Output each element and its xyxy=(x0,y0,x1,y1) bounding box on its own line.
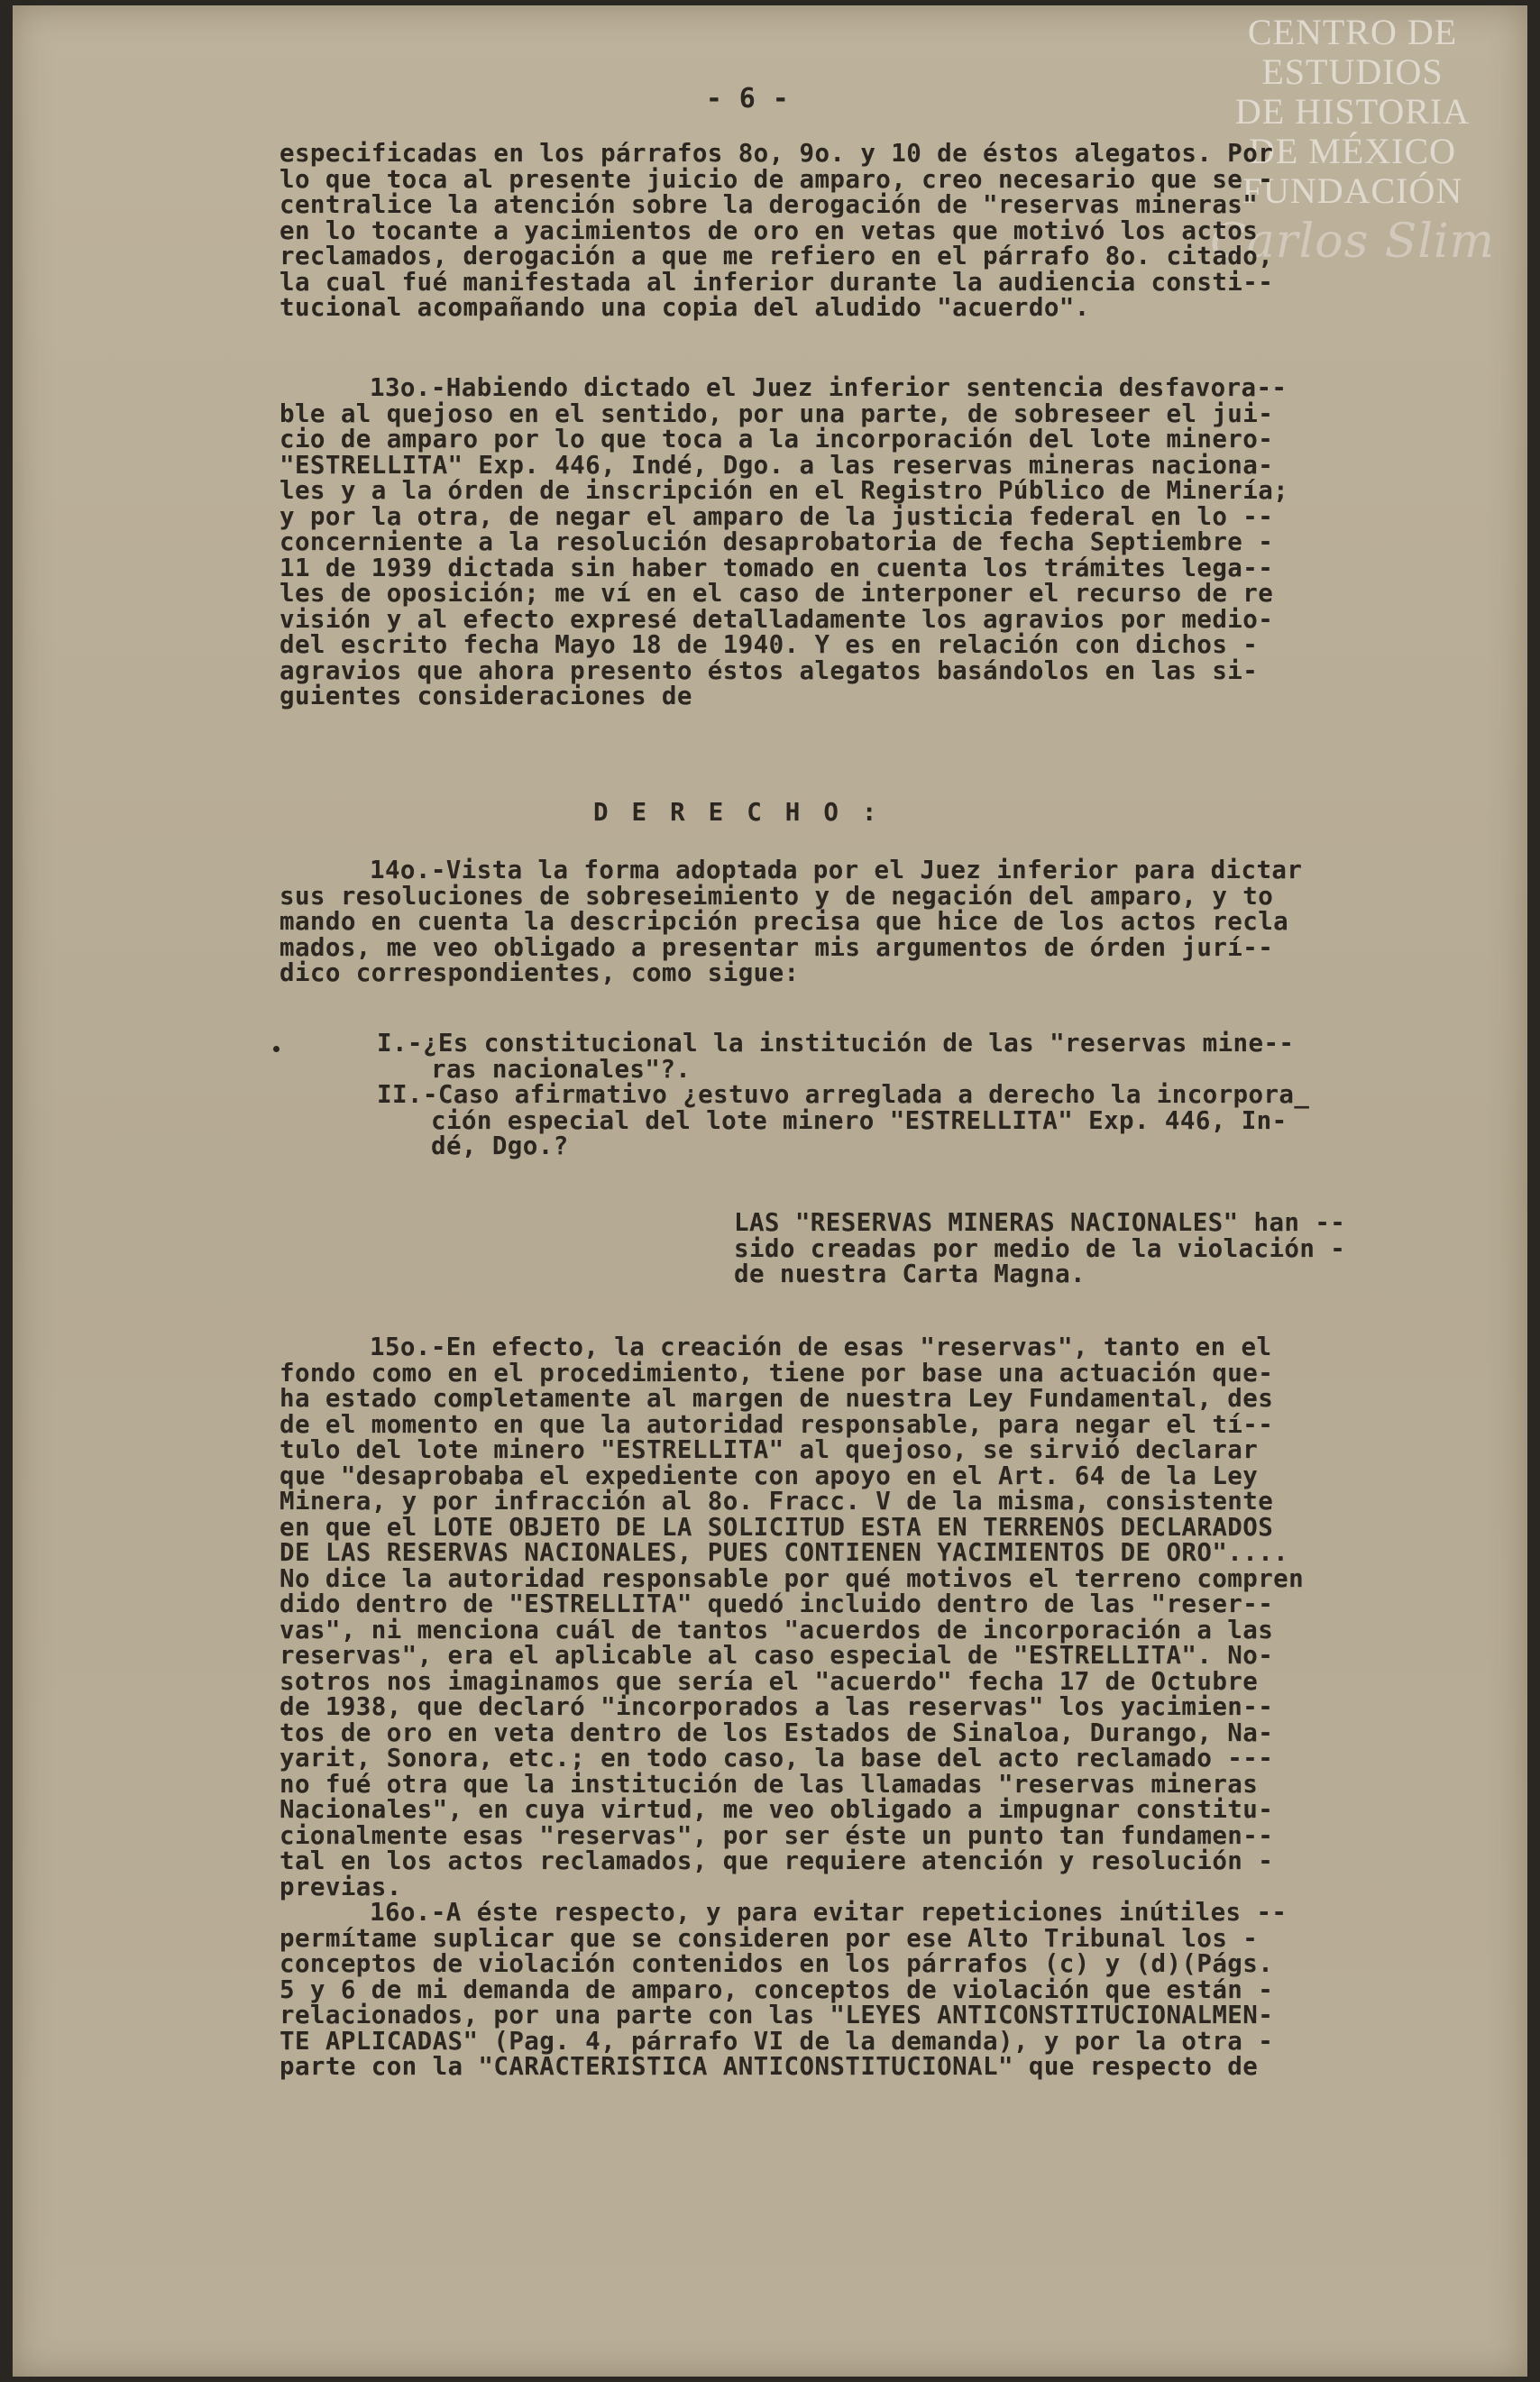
text-line: en lo tocante a yacimientos de oro en vetas que motivó los actos xyxy=(280,215,1259,245)
text-line: sus resoluciones de sobreseimiento y de negación del amparo, y to xyxy=(280,881,1274,911)
typewritten-document xyxy=(13,5,1527,2377)
text-line: especificadas en los párrafos 8o, 9o. y 10 de éstos alegatos. Por xyxy=(280,139,1274,168)
watermark-line-3: DE HISTORIA xyxy=(1234,91,1471,132)
text-line: que "desaprobaba el expediente con apoyo en el Art. 64 de la Ley xyxy=(280,1461,1259,1490)
text-line: permítame suplicar que se consideren por ese Alto Tribunal los - xyxy=(280,1923,1259,1953)
margin-mark xyxy=(273,1046,280,1052)
text-line: TE APLICADAS" (Pag. 4, párrafo VI de la demanda), y por la otra - xyxy=(280,2026,1274,2056)
text-line: agravios que ahora presento éstos alegatos basándolos en las si- xyxy=(280,655,1259,685)
text-line: sotros nos imaginamos que sería el "acuerdo" fecha 17 de Octubre xyxy=(280,1666,1259,1696)
paragraph-continuation xyxy=(280,141,1452,321)
text-line: dico correspondientes, como sigue: xyxy=(280,958,800,987)
text-line: visión y al efecto expresé detalladamente los agravios por medio- xyxy=(280,604,1274,634)
text-line: No dice la autoridad responsable por qué motivos el terreno compren xyxy=(280,1563,1305,1593)
text-line: cio de amparo por lo que toca a la incorporación del lote minero- xyxy=(280,425,1274,453)
text-line: ha estado completamente al margen de nuestra Ley Fundamental, des xyxy=(280,1384,1274,1413)
paragraph-14 xyxy=(280,857,1452,986)
watermark-signature: Carlos Slim xyxy=(1210,215,1495,269)
watermark-line-1: CENTRO DE xyxy=(1247,12,1458,52)
text-line: no fué otra que la institución de las llamadas "reservas mineras xyxy=(280,1769,1259,1799)
text-line: lo que toca al presente juicio de amparo, creo necesario que se - xyxy=(280,164,1274,194)
text-line: conceptos de violación contenidos en los párrafos (c) y (d)(Págs. xyxy=(280,1949,1274,1978)
text-line: centralice la atención sobre la derogación de "reservas mineras" xyxy=(280,190,1259,219)
text-line: 16o.-A éste respecto, y para evitar repeticiones inútiles -- xyxy=(370,1898,1288,1927)
text-line: ble al quejoso en el sentido, por una parte, de sobreseer el jui- xyxy=(280,399,1274,428)
text-line: dido dentro de "ESTRELLITA" quedó incluido dentro de las "reser-- xyxy=(280,1590,1274,1618)
watermark-line-5: FUNDACIÓN xyxy=(1242,170,1463,211)
list-item: II.-Caso afirmativo ¿estuvo arreglada a derecho la incorpora_ xyxy=(377,1080,1310,1109)
text-line: la cual fué manifestada al inferior durante la audiencia consti-- xyxy=(280,267,1274,297)
text-line: de nuestra Carta Magna. xyxy=(734,1260,1086,1288)
watermark-line-4: DE MÉXICO xyxy=(1248,131,1457,171)
text-line: en que el LOTE OBJETO DE LA SOLICITUD ESTA EN TERRENOS DECLARADOS xyxy=(280,1512,1274,1542)
numbered-questions xyxy=(377,1031,1459,1159)
text-line: mados, me veo obligado a presentar mis argumentos de órden jurí-- xyxy=(280,932,1274,962)
text-line: concerniente a la resolución desaprobatoria de fecha Septiembre - xyxy=(280,527,1274,556)
text-line: reservas", era el aplicable al caso especial de "ESTRELLITA". No- xyxy=(280,1641,1274,1670)
watermark-line-2: ESTUDIOS xyxy=(1261,51,1444,92)
text-line: vas", ni menciona cuál de tantos "acuerdos de incorporación a las xyxy=(280,1615,1274,1644)
side-heading xyxy=(734,1210,1473,1287)
text-line: LAS "RESERVAS MINERAS NACIONALES" han -- xyxy=(734,1208,1346,1237)
text-line: Nacionales", en cuya virtud, me veo obligado a impugnar constitu- xyxy=(280,1795,1274,1824)
text-line: "ESTRELLITA" Exp. 446, Indé, Dgo. a las reservas mineras naciona- xyxy=(280,450,1274,480)
text-line: relacionados, por una parte con las "LEYES ANTICONSTITUCIONALMEN- xyxy=(280,2001,1274,2029)
text-line: 13o.-Habiendo dictado el Juez inferior sentencia desfavora-- xyxy=(370,373,1288,402)
text-line: Minera, y por infracción al 8o. Fracc. V de la misma, consistente xyxy=(280,1487,1274,1516)
list-item-continuation: dé, Dgo.? xyxy=(431,1131,569,1160)
text-line: tal en los actos reclamados, que requiere atención y resolución - xyxy=(280,1846,1274,1875)
text-line: 15o.-En efecto, la creación de esas "reservas", tanto en el xyxy=(370,1333,1272,1361)
scanned-page xyxy=(13,5,1527,2377)
text-line: les y a la órden de inscripción en el Registro Público de Minería; xyxy=(280,476,1289,505)
list-item-continuation: ción especial del lote minero "ESTRELLITA" Exp. 446, In- xyxy=(431,1105,1288,1135)
text-line: DE LAS RESERVAS NACIONALES, PUES CONTIENEN YACIMIENTOS DE ORO".... xyxy=(280,1538,1289,1567)
list-item: I.-¿Es constitucional la institución de las "reservas mine-- xyxy=(377,1029,1295,1058)
list-item-continuation: ras nacionales"?. xyxy=(431,1054,692,1084)
text-line: tulo del lote minero "ESTRELLITA" al quejoso, se sirvió declarar xyxy=(280,1435,1259,1464)
text-line: de 1938, que declaró "incorporados a las reservas" los yacimien-- xyxy=(280,1692,1274,1721)
text-line: 11 de 1939 dictada sin haber tomado en cuenta los trámites lega-- xyxy=(280,553,1274,582)
text-line: mando en cuenta la descripción precisa que hice de los actos recla xyxy=(280,907,1289,936)
text-line: de el momento en que la autoridad responsable, para negar el tí-- xyxy=(280,1409,1274,1439)
text-line: tucional acompañando una copia del aludido "acuerdo". xyxy=(280,293,1090,322)
text-line: reclamados, derogación a que me refiero en el párrafo 8o. citado, xyxy=(280,242,1274,270)
paragraph-13 xyxy=(280,375,1452,710)
text-line: 14o.-Vista la forma adoptada por el Juez inferior para dictar xyxy=(370,856,1303,884)
paragraph-16 xyxy=(280,1900,1452,2080)
text-line: fondo como en el procedimiento, tiene por base una actuación que- xyxy=(280,1358,1274,1388)
text-line: yarit, Sonora, etc.; en todo caso, la base del acto reclamado --- xyxy=(280,1744,1274,1773)
text-line: les de oposición; me ví en el caso de interponer el recurso de re xyxy=(280,579,1274,608)
text-line: tos de oro en veta dentro de los Estados de Sinaloa, Durango, Na- xyxy=(280,1718,1274,1747)
text-line: y por la otra, de negar el amparo de la justicia federal en lo -- xyxy=(280,501,1274,531)
paragraph-15 xyxy=(280,1334,1452,1900)
text-line: cionalmente esas "reservas", por ser éste un punto tan fundamen-- xyxy=(280,1820,1274,1850)
text-line: del escrito fecha Mayo 18 de 1940. Y es en relación con dichos - xyxy=(280,630,1259,659)
page-number: - 6 - xyxy=(705,83,790,115)
text-line: guientes consideraciones de xyxy=(280,682,692,710)
text-line: previas. xyxy=(280,1872,402,1901)
text-line: 5 y 6 de mi demanda de amparo, conceptos de violación que están - xyxy=(280,1974,1274,2004)
text-line: parte con la "CARACTERISTICA ANTICONSTITUCIONAL" que respecto de xyxy=(280,2052,1259,2081)
section-heading-derecho: DERECHO: xyxy=(593,798,901,827)
text-line: sido creadas por medio de la violación - xyxy=(734,1233,1346,1263)
